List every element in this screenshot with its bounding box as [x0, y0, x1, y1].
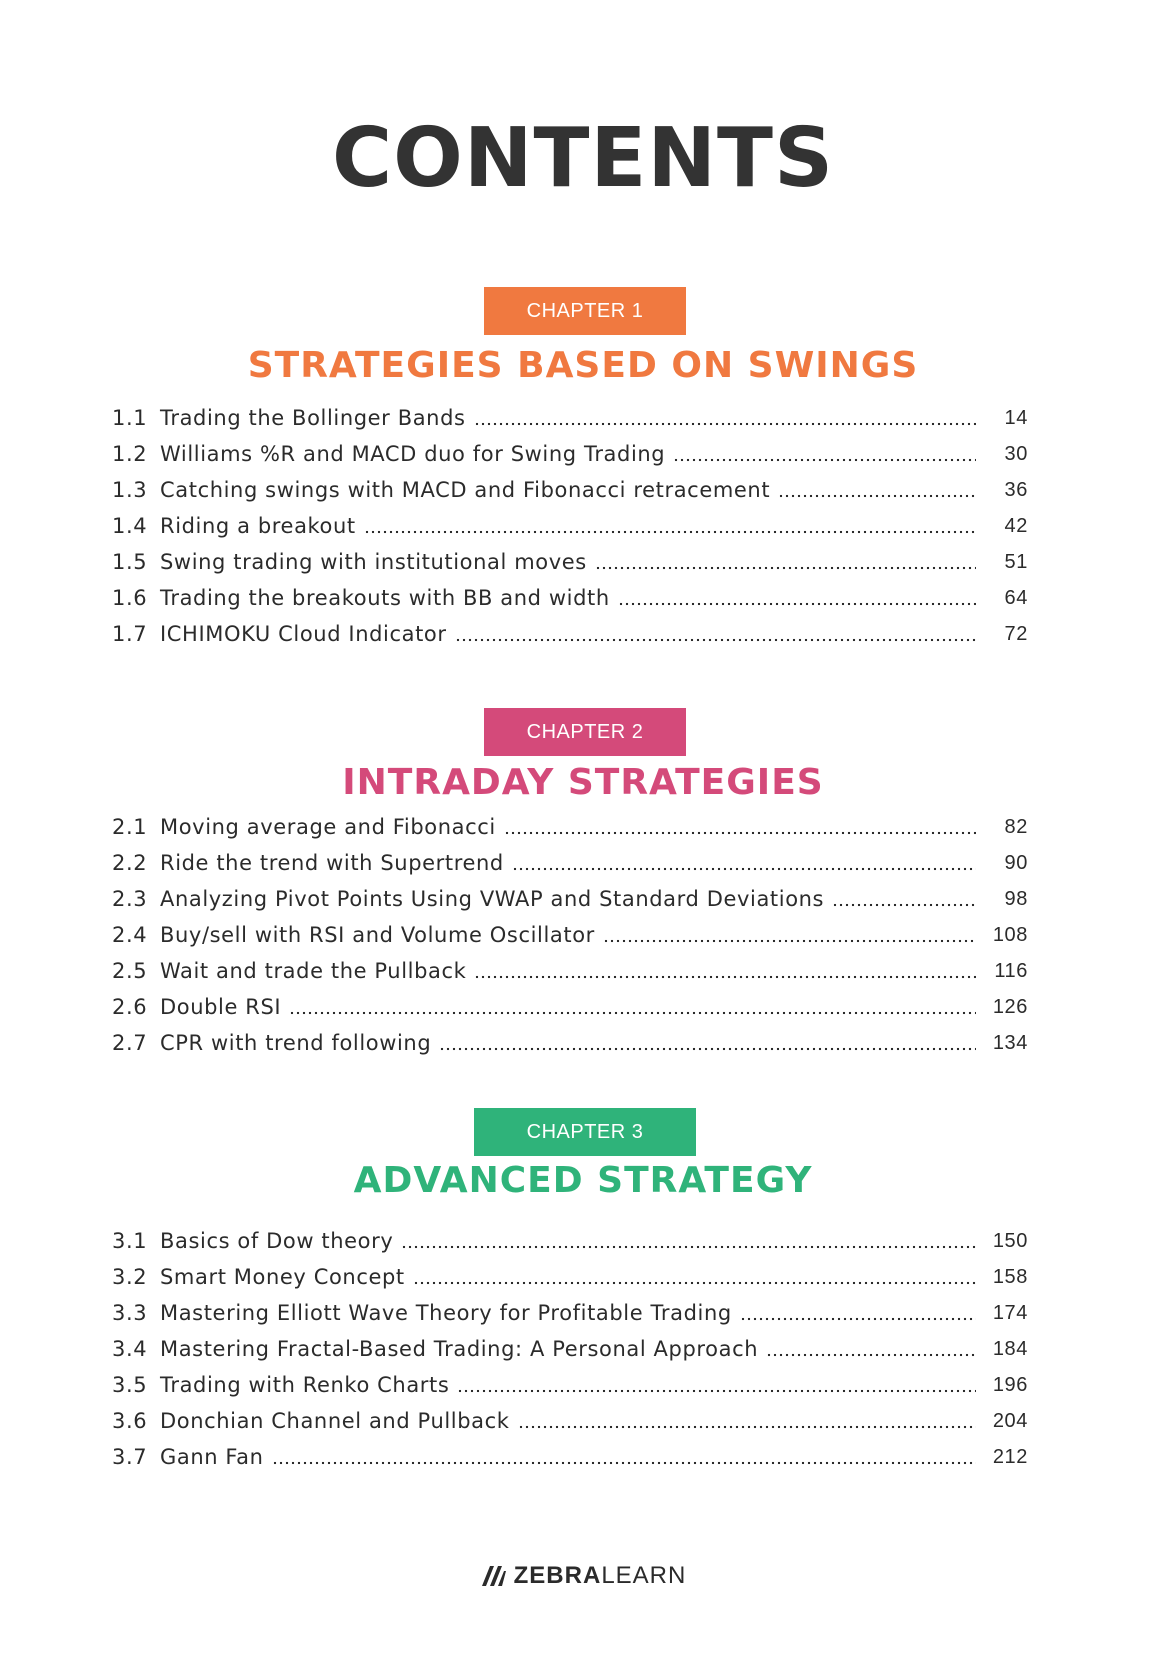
- entry-title: CPR with trend following: [160, 1031, 432, 1055]
- entry-page: 64: [1004, 587, 1028, 609]
- toc-entry[interactable]: [112, 919, 1028, 949]
- toc-entry[interactable]: [112, 1333, 1028, 1363]
- entry-page: 126: [992, 996, 1028, 1018]
- toc-entry[interactable]: [112, 1261, 1028, 1291]
- dot-leader: [364, 529, 976, 535]
- entry-number: 1.7: [112, 622, 148, 646]
- entry-title: Gann Fan: [160, 1445, 264, 1469]
- dot-leader: [512, 866, 976, 872]
- page-title: CONTENTS: [331, 111, 835, 206]
- dot-leader: [413, 1280, 976, 1286]
- entry-title: Trading the breakouts with BB and width: [160, 586, 610, 610]
- dot-leader: [474, 974, 976, 980]
- dot-leader: [766, 1352, 976, 1358]
- dot-leader: [778, 493, 976, 499]
- entry-title: ICHIMOKU Cloud Indicator: [160, 622, 447, 646]
- toc-entry[interactable]: [112, 1225, 1028, 1255]
- entry-number: 2.2: [112, 851, 148, 875]
- entry-number: 3.4: [112, 1337, 148, 1361]
- toc-entry[interactable]: [112, 618, 1028, 648]
- entry-title: Double RSI: [160, 995, 282, 1019]
- entry-number: 1.6: [112, 586, 148, 610]
- entry-number: 1.4: [112, 514, 148, 538]
- entry-page: 204: [992, 1410, 1028, 1432]
- chapter-title: STRATEGIES BASED ON SWINGS: [247, 345, 919, 386]
- chapter-badge: CHAPTER 3: [474, 1108, 696, 1156]
- entry-page: 158: [992, 1266, 1028, 1288]
- entry-number: 3.2: [112, 1265, 148, 1289]
- toc-entry[interactable]: [112, 811, 1028, 841]
- entry-title: Basics of Dow theory: [160, 1229, 394, 1253]
- entry-page: 82: [1004, 816, 1028, 838]
- entry-number: 3.3: [112, 1301, 148, 1325]
- brand-name-light: LEARN: [601, 1562, 687, 1589]
- dot-leader: [401, 1244, 976, 1250]
- toc-entry[interactable]: [112, 847, 1028, 877]
- toc-entry[interactable]: [112, 474, 1028, 504]
- chapter-badge: CHAPTER 1: [484, 287, 686, 335]
- entry-number: 2.1: [112, 815, 148, 839]
- entry-number: 1.1: [112, 406, 148, 430]
- entry-title: Smart Money Concept: [160, 1265, 405, 1289]
- entry-page: 150: [992, 1230, 1028, 1252]
- entry-number: 1.2: [112, 442, 148, 466]
- entry-title: Analyzing Pivot Points Using VWAP and Standard Deviations: [160, 887, 825, 911]
- entry-page: 174: [992, 1302, 1028, 1324]
- dot-leader: [457, 1388, 976, 1394]
- toc-entry[interactable]: [112, 883, 1028, 913]
- dot-leader: [595, 565, 976, 571]
- chapter-badge: CHAPTER 2: [484, 708, 686, 756]
- toc-entry[interactable]: [112, 582, 1028, 612]
- entry-title: Catching swings with MACD and Fibonacci retracement: [160, 478, 771, 502]
- entry-page: 108: [992, 924, 1028, 946]
- dot-leader: [740, 1316, 976, 1322]
- entry-number: 3.5: [112, 1373, 148, 1397]
- entry-page: 72: [1004, 623, 1028, 645]
- entry-page: 212: [992, 1446, 1028, 1468]
- entry-title: Wait and trade the Pullback: [160, 959, 467, 983]
- dot-leader: [518, 1424, 976, 1430]
- dot-leader: [439, 1046, 976, 1052]
- toc-entry[interactable]: [112, 1297, 1028, 1327]
- entry-title: Moving average and Fibonacci: [160, 815, 496, 839]
- entry-title: Buy/sell with RSI and Volume Oscillator: [160, 923, 595, 947]
- entry-title: Trading with Renko Charts: [160, 1373, 450, 1397]
- entry-page: 184: [992, 1338, 1028, 1360]
- entry-page: 42: [1004, 515, 1028, 537]
- toc-entry[interactable]: [112, 1405, 1028, 1435]
- entry-number: 2.5: [112, 959, 148, 983]
- entry-number: 1.5: [112, 550, 148, 574]
- entry-number: 3.7: [112, 1445, 148, 1469]
- entry-title: Ride the trend with Supertrend: [160, 851, 504, 875]
- entry-number: 1.3: [112, 478, 148, 502]
- dot-leader: [673, 457, 976, 463]
- entry-page: 36: [1004, 479, 1028, 501]
- toc-entry[interactable]: [112, 1441, 1028, 1471]
- entry-page: 30: [1004, 443, 1028, 465]
- dot-leader: [603, 938, 976, 944]
- entry-title: Williams %R and MACD duo for Swing Trading: [160, 442, 666, 466]
- chapter-title: INTRADAY STRATEGIES: [342, 762, 824, 803]
- entry-number: 2.4: [112, 923, 148, 947]
- toc-entry[interactable]: [112, 402, 1028, 432]
- entry-page: 51: [1004, 551, 1028, 573]
- dot-leader: [289, 1010, 976, 1016]
- entry-title: Donchian Channel and Pullback: [160, 1409, 510, 1433]
- entry-page: 116: [994, 960, 1028, 982]
- entry-page: 90: [1004, 852, 1028, 874]
- brand-name-bold: ZEBRA: [513, 1562, 602, 1589]
- entry-title: Mastering Elliott Wave Theory for Profitable Trading: [160, 1301, 732, 1325]
- toc-entry[interactable]: [112, 510, 1028, 540]
- toc-entry[interactable]: [112, 991, 1028, 1021]
- entry-title: Swing trading with institutional moves: [160, 550, 587, 574]
- chapter-title: ADVANCED STRATEGY: [353, 1160, 813, 1201]
- dot-leader: [474, 421, 976, 427]
- dot-leader: [504, 830, 976, 836]
- zebra-stripes-icon: [480, 1566, 506, 1586]
- entry-number: 2.7: [112, 1031, 148, 1055]
- entry-title: Trading the Bollinger Bands: [160, 406, 466, 430]
- entry-title: Riding a breakout: [160, 514, 356, 538]
- brand-logo: [0, 1562, 1166, 1590]
- dot-leader: [455, 637, 976, 643]
- toc-entry[interactable]: [112, 1027, 1028, 1057]
- entry-title: Mastering Fractal-Based Trading: A Personal Approach: [160, 1337, 759, 1361]
- entry-page: 98: [1004, 888, 1028, 910]
- dot-leader: [832, 902, 976, 908]
- dot-leader: [272, 1460, 976, 1466]
- entry-number: 3.6: [112, 1409, 148, 1433]
- entry-number: 3.1: [112, 1229, 148, 1253]
- entry-number: 2.6: [112, 995, 148, 1019]
- entry-number: 2.3: [112, 887, 148, 911]
- toc-entry[interactable]: [112, 955, 1028, 985]
- dot-leader: [618, 601, 976, 607]
- toc-entry[interactable]: [112, 1369, 1028, 1399]
- entry-page: 14: [1004, 407, 1028, 429]
- toc-entry[interactable]: [112, 438, 1028, 468]
- toc-entry[interactable]: [112, 546, 1028, 576]
- entry-page: 134: [992, 1032, 1028, 1054]
- entry-page: 196: [992, 1374, 1028, 1396]
